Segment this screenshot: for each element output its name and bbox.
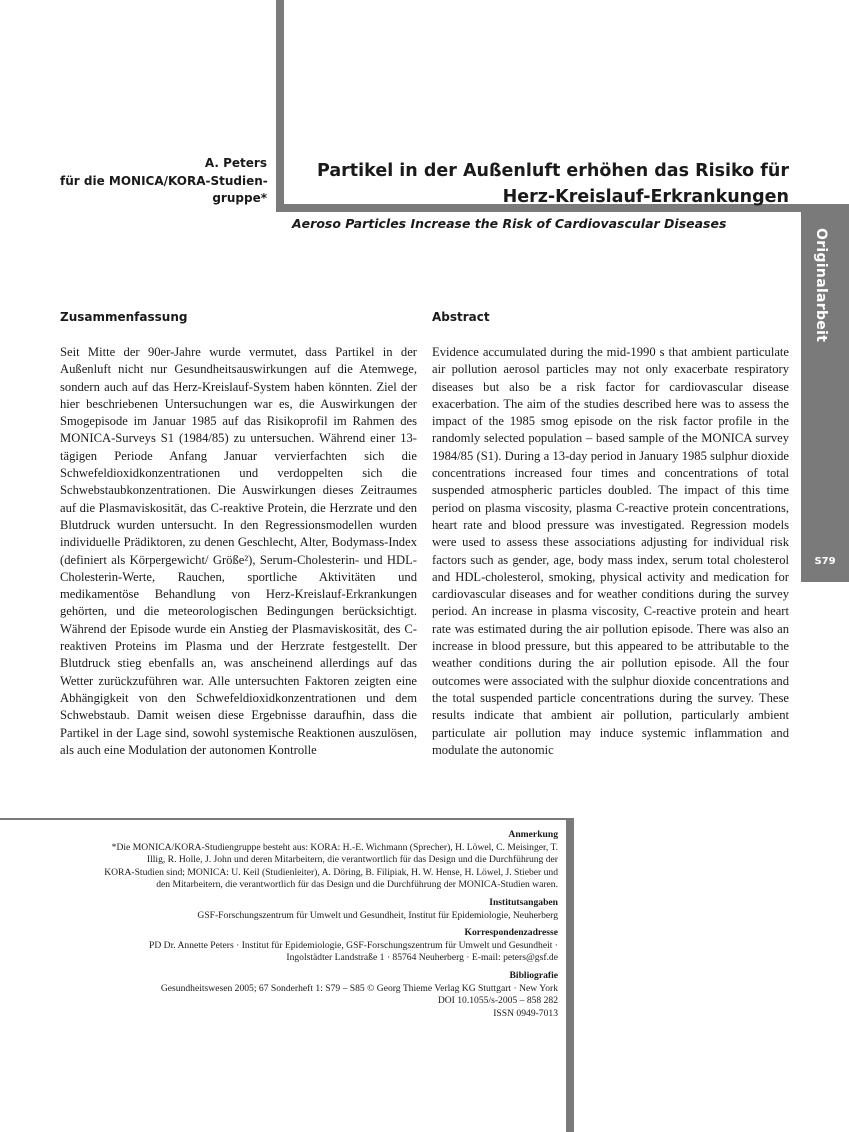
korrespondenz-heading: Korrespondenzadresse [464, 927, 558, 939]
anmerkung-heading: Anmerkung [508, 829, 558, 840]
abstract-heading: Abstract [432, 310, 490, 324]
title-line: Partikel in der Außenluft erhöhen das Risiko für [317, 161, 789, 181]
institut-heading: Institutsangaben [489, 896, 558, 908]
zusammenfassung-heading: Zusammenfassung [60, 310, 188, 324]
article-title [292, 158, 789, 210]
notes-top-rule [0, 818, 574, 820]
korrespondenz-line: PD Dr. Annette Peters · Institut für Epidemiologie, GSF-Forschungszentrum für Umwelt und Gesundheit · [148, 939, 558, 951]
section-label: Originalarbeit [813, 228, 829, 343]
notes-block [55, 829, 558, 1020]
korrespondenz-line: Ingolstädter Landstraße 1 · 85764 Neuherberg · E-mail: peters@gsf.de [286, 952, 558, 964]
abstract-text: Evidence accumulated during the mid-1990 s that ambient particulate air pollution aerosol particles may not only exacerbate respiratory diseases but also be a risk factor for cardiovascular disease exacerbation. The aim of the studies described here was to assess the impact of the 1985 smog episode on the risk factor profile in the randomly selected population – based sample of the MONICA survey 1984/85 (S1). During a 13-day period in January 1985 sulphur dioxide concentrations increased four times and concentrations of total suspended atmospheric particles doubled. The impact of this time period on plasma viscosity, plasma C-reactive protein concentrations, heart rate and blood pressure was investigated. Regression models were used to assess these associations adjusting for individual risk factors such as gender, age, body mass index, serum total cholesterol and HDL-cholesterol, smoking, physical activity and medication for cardiovascular diseases and for weather conditions during the survey period. An increase in plasma viscosity, C-reactive protein and heart rate was estimated during the air pollution episode. There was also an increase in blood pressure, but this appeared to be attributable to the weather conditions during the air pollution episode. All the four outcomes were associated with the sulphur dioxide concentrations and the total suspended particle concentrations during the survey. These results indicate that ambient air pollution, particularly ambient particulate air pollution may induce systemic inflammation and modulate the autonomic [432, 345, 789, 757]
bibliografie-heading: Bibliografie [509, 969, 558, 981]
bibliografie-line: DOI 10.1055/s-2005 – 858 282 [437, 995, 558, 1007]
author-block [60, 155, 267, 208]
anmerkung-line: Illig, R. Holle, J. John und deren Mitarbeitern, die verantwortlich für das Design und die Durchführung der [146, 854, 558, 866]
author-line: A. Peters [204, 156, 267, 170]
zusammenfassung-text: Seit Mitte der 90er-Jahre wurde vermutet, dass Partikel in der Außenluft nicht nur Gesundheitsauswirkungen auf die Atemwege, sondern auch auf das Herz-Kreislauf-System haben könnten. Ziel der hier beschriebenen Untersuchungen war es, die Auswirkungen der Smogepisode im Januar 1985 auf das Risikoprofil im Rahmen des MONICA-Surveys S1 (1984/85) zu untersuchen. Während einer 13-tägigen Periode Anfang Januar vervierfachten sich die Schwefeldioxidkonzentrationen und verdoppelten sich die Schwebstaubkonzentrationen. Die Auswirkungen dieses Zeitraumes auf die Plasmaviskosität, das C-reaktive Protein, die Herzrate und den Blutdruck wurden untersucht. In den Regressionsmodellen wurden individuelle Prädiktoren, zu denen Geschlecht, Alter, Bodymass-Index (definiert als Körpergewicht/ Größe²), Serum-Cholesterin- und HDL-Cholesterin-Werte, Rauchen, sportliche Aktivitäten und medikamentöse Behandlung von Herz-Kreislauf-Erkrankungen gehörten, und die meteorologischen Bedingungen berücksichtigt. Während der Episode wurde ein Anstieg der Plasmaviskosität, des C-reaktiven Proteins im Plasma und der Herzrate festgestellt. Der Blutdruck stieg ebenfalls an, was anscheinend allerdings auf das Wetter zurückzuführen war. Alle untersuchten Faktoren zeigten eine Abhängigkeit von den Schwefeldioxidkonzentrationen und dem Schwebstaub. Damit weisen diese Ergebnisse daraufhin, dass die Partikel in der Lage sind, sowohl systemische Reaktionen auszulösen, als auch eine Modulation der autonomen Kontrolle [60, 345, 417, 757]
author-line: gruppe* [212, 191, 267, 205]
anmerkung-line: *Die MONICA/KORA-Studiengruppe besteht aus: KORA: H.-E. Wichmann (Sprecher), H. Löwel, C. Meisinger, T. [111, 841, 558, 853]
title-line: Herz-Kreislauf-Erkrankungen [502, 187, 789, 207]
article-subtitle: Aeroso Particles Increase the Risk of Cardiovascular Diseases [292, 216, 727, 231]
anmerkung-line: KORA-Studien sind; MONICA: U. Keil (Studienleiter), A. Döring, B. Filipiak, H. W. Hense, H. Löwel, J. Stieber und [104, 866, 558, 878]
anmerkung-line: den Mitarbeitern, die verantwortlich für das Design und die Durchführung der MONICA-Studien waren. [156, 879, 558, 891]
page-number: S79 [814, 556, 836, 567]
decorative-vertical-bar-top [276, 0, 284, 212]
bibliografie-line: ISSN 0949-7013 [493, 1007, 558, 1019]
institut-line: GSF-Forschungszentrum für Umwelt und Gesundheit, Institut für Epidemiologie, Neuherberg [197, 909, 558, 921]
bibliografie-line: Gesundheitswesen 2005; 67 Sonderheft 1: S79 – S85 © Georg Thieme Verlag KG Stuttgart · New York [160, 982, 558, 994]
author-line: für die MONICA/KORA-Studien- [60, 173, 268, 188]
decorative-vertical-bar-bottom [566, 818, 574, 1132]
